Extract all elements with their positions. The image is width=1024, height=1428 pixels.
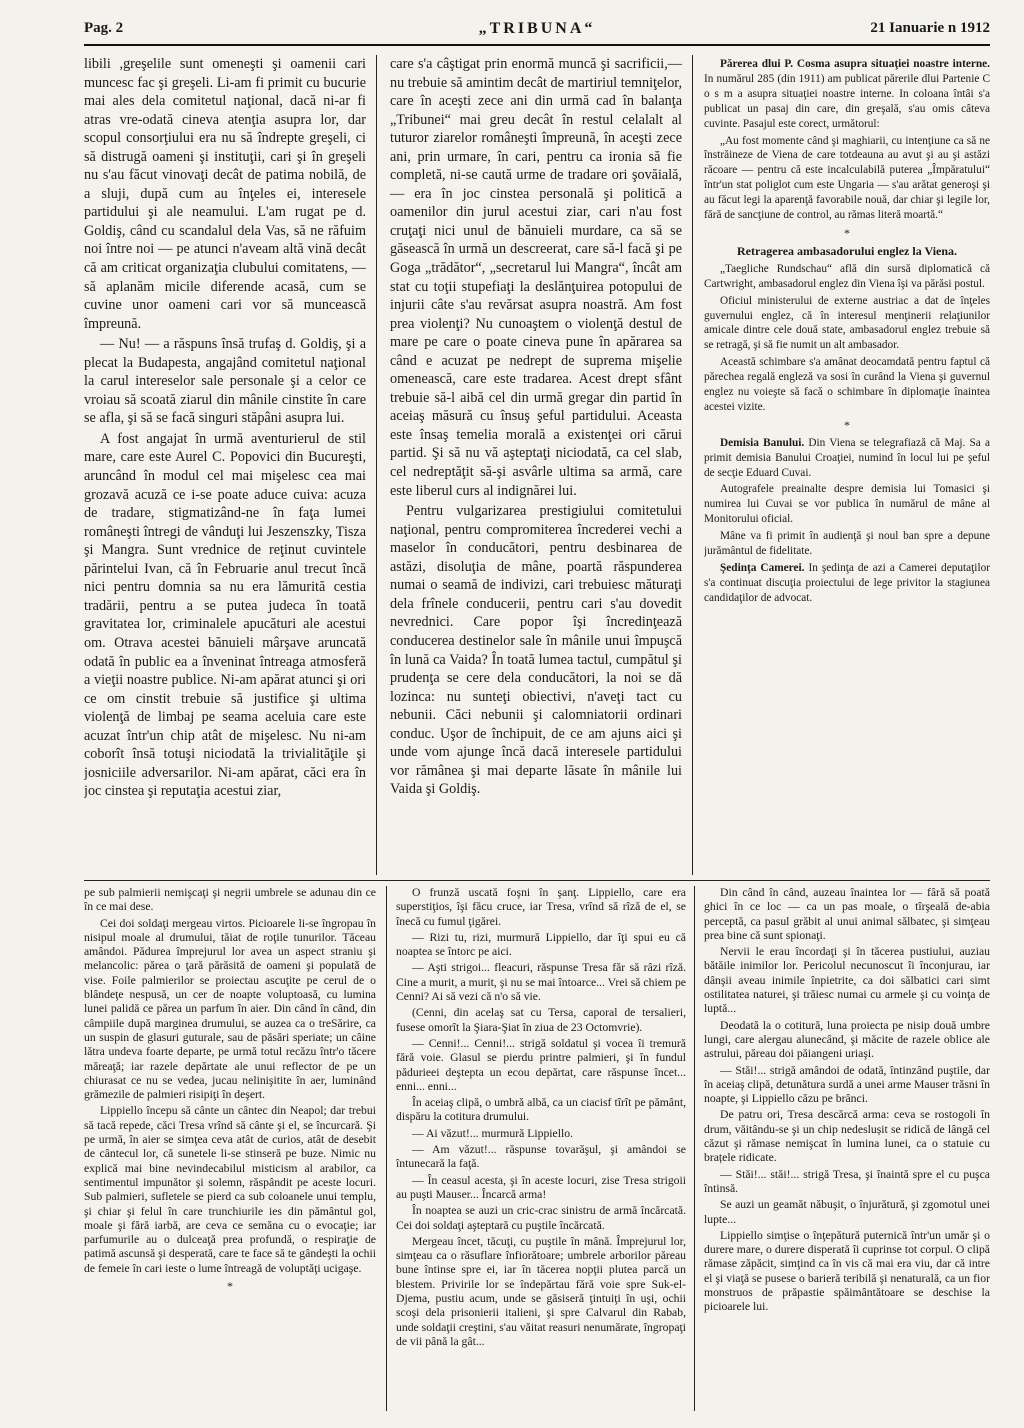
paragraph: Se auzi un geamăt năbuşit, o înjurătură, şi zgomotul unei lupte... — [704, 1198, 990, 1226]
news-text: „Taegliche Rundschau“ află din sursă diplomatică că Cartwright, ambasadorul englez din Viena îşi va părăsi postul. — [704, 262, 990, 290]
separator-star: * — [227, 1279, 233, 1294]
column-divider — [692, 55, 693, 875]
paragraph: — Cenni!... Cenni!... strigă soldatul şi vocea îi tremură fără voie. Glasul se pierdu printre palmieri, şi în fundul pădurieei deştepta un ecou depărtat, care răspunse încet... enni... enni... — [396, 1036, 686, 1093]
article-column-1 — [84, 55, 366, 875]
news-heading: Retragerea ambasadorului englez la Viena. — [736, 243, 958, 258]
page-number: Pag. 2 — [84, 20, 124, 36]
news-text: Această schimbare s'a amânat deocamdată pentru faptul că părechea regală engleză va sosi în curând la Viena şi guvernul englez nu voieşte să facă o schimbare în diplomaţie înaintea acestei vizite. — [704, 356, 990, 413]
separator-star: * — [844, 225, 850, 240]
masthead — [84, 18, 990, 46]
news-text: Din Viena se telegrafiază că Maj. Sa a primit demisia Banului Croaţiei, numind în locul lui pe şeful de secţie Eduard Cuvai. — [704, 436, 990, 479]
paragraph: — Stăi!... stăi!... strigă Tresa, şi înaintă spre el cu puşca întinsă. — [704, 1167, 990, 1195]
feuilleton-divider — [84, 880, 990, 881]
paragraph: Mergeau încet, tăcuţi, cu puştile în mână. Împrejurul lor, simţeau ca o răsuflare înfiorătoare; umbrele arborilor păreau bune întinse spre ei, iar în tăcerea nopţii plutea parcă un blestem. Privirile lor se îndepărtau fără voie spre Suk-el-Djema, pustiu acum, unde se găsiseră ţintuiţi în uşi, ochii scoşi dela prisonierii italieni, şi spre Calvarul din Rabab, unde soldaţii creştini, s'au văitat reasuri nenumărate, îngropaţi de vii până la gât... — [396, 1234, 686, 1348]
paragraph: Din când în când, auzeau înaintea lor — fâră să poată ghici în ce loc — ca un pas moale, o tîrşeală de-abia perceptă, ca pasul grăbit al unui animal sălbatec, şi simţeau prea bine că sunt spionaţi. — [704, 886, 990, 942]
newspaper-title: „TRIBUNA“ — [478, 20, 596, 37]
paragraph: Lippiello simţise o înţepătură puternică într'un umăr şi o durere mare, o durere disperată îi cuprinse tot corpul. O clipă rămase zăpăcit, simţind ca în vis că mai era viu, dar că intre el şi viaţă se pusese o barieră teribilă şi nenaturală, ca un fior monstruos de prăpastie spăimântătoare se deschise la picioarele lui. — [704, 1228, 990, 1314]
paragraph: Cei doi soldaţi mergeau virtos. Picioarele li-se îngropau în nisipul moale al drumului, tăiat de roţile tunurilor. Tăceau amândoi. Pădurea împrejurul lor avea un aspect straniu şi melancolic: părea o ţară părăsită de oameni şi populată de vise. Foile palmierilor se proiectau ascuţite pe cerul de o blândeţe nespusă, un cer de noapte voluptoasă, cu lumina lunei palidă ce părea un parfum în aier. Din când în când, din câmpiile după marginea drumului, se auzea ca o treSărire, ca un suspin de glasuri guturale, sau de păsări speriate; un câine lătra undeva foarte departe, pe urmă totul recăzu într'o tăcere măreaţă; iar razele depărtate ale unui reflector de pe un chiurasat ce nu se vedea, jucau nelinişitite în aer, luminând grămezile de palmieri risipiţi în deşert. — [84, 916, 376, 1102]
article-column-2 — [390, 55, 682, 875]
column-divider — [694, 886, 695, 1411]
paragraph: — În ceasul acesta, şi în aceste locuri, zise Tresa strigoii au puşti Mauser... Încarcă arma! — [396, 1173, 686, 1201]
paragraph: — Aşti strigoi... fleacuri, răspunse Tresa făr să râzi rîză. Cine a murit, a murit, şi nu se mai întoarce... Vrei să chiem pe Cenni? Ai să vezi că n'o să vie. — [396, 961, 686, 1004]
paragraph: O frunză uscată foşni în şanţ. Lippiello, care era superstiţios, îşi făcu cruce, iar Tresa, vrînd să rîză de el, se înecă cu fumul ţigărei. — [396, 886, 686, 928]
column-divider — [386, 886, 387, 1411]
news-heading: Şedinţa Camerei. — [720, 562, 805, 574]
news-text: Autografele preainalte despre demisia lui Tomasici şi numirea lui Cuvai se vor publica în numărul de mâne al Monitorului oficial. — [704, 483, 990, 526]
news-heading: Demisia Banului. — [720, 436, 805, 449]
paragraph: care s'a câştigat prin enormă muncă şi sacrificii,—nu trebuie să amintim decât de martiriul temniţelor, care în aceşti zece ani din urmă cad în balanţa „Tribunei“ mai greu decât în restul celalalt al tuturor ziarelor româneşti împreună, în aceşti zece ani, prin urmare, în cari, pentru ca ironia să fie completă, ni-se caută urme de tradare ori şovăială, — era în joc cinstea personală şi politică a oamenilor din jurul acestui ziar, cari n'au fost cruţaţi nici unul de bănuieli murdare, ca să se găsească în urmă un descreerat, care să-l facă şi pe Goga „trădător“, „secretarul lui Mangra“, încât am stat cu toţii stupefiaţi la deslănţuirea potopului de injurii câte s'au revărsat asupra noastră. Am fost prea violenţi? Nu cunoaştem o violenţă destul de mare pe care o poate cineva pune în apărarea sa când e acuzat pe nedrept de suprema mişelie omenească, care este tradarea. Acest drept sfânt trebuie să-l aibă cel din urmă gregar din partid în aceiaş măsură cu însuş şeful partidului. Aceasta este însaş temelia morală a existenţei ori cărui partid. Şi să nu vă aşteptaţi niciodată, ca cel slab, cel nedreptăţit să-şi asvârle ultima sa armă, care este liberul curs al indignărei lui. — [390, 56, 682, 499]
news-text: In numărul 285 (din 1911) am publicat părerile dlui Partenie C o s m a asupra situaţiei noastre interne. In coloana întâi s'a publicat un pasaj din care, din greşală, s'au omis câteva cuvinte. Pasajul este corect, următorul: — [704, 72, 990, 130]
paragraph: libili ,greşelile sunt omeneşti şi oamenii cari muncesc fac şi greşeli. Li-am fi primit cu bucurie mai ales dela comitetul naţional, dacă ni-ar fi atras vre-odată cineva atenţia asupra lor, dar scopul consorţiului era nu să îndrepte greşeli, ci să distrugă oameni şi instituţii, cari şi în greşeli nu s'au făcut vinovaţi decât de patima nobilă, de a sluji, după cum au înţeles ei, interesele partidului şi ale neamului. L'am rugat pe d. Goldiş, când cu scandalul dela Vas, să ne răfuim noi între noi — pe atunci n'aveam altă vină decât că am criticat organizaţia clubului comitatens, — să aplanăm micile diferende acasă, cum se cuvine unor oameni cari vor să muncească împreună. — [84, 56, 366, 332]
news-text: Mâne va fi primit în audienţă şi noul ban spre a depune jurământul de fidelitate. — [704, 530, 990, 558]
feuilleton-column-3 — [704, 886, 990, 1411]
paragraph: — Ai văzut!... murmură Lippiello. — [412, 1126, 573, 1140]
feuilleton-column-2 — [396, 886, 686, 1411]
paragraph: — Stăi!... strigă amândoi de odată, întinzând puştile, dar în aceiaş clipă, detunătura surdă a unei arme Mauser trăsni în noapte, şi Lippiello căzu pe brânci. — [704, 1063, 990, 1106]
paragraph: pe sub palmierii nemişcaţi şi negrii umbrele se adunau din ce în ce mai dese. — [84, 886, 376, 914]
paragraph: În noaptea se auzi un cric-crac sinistru de armă încărcată. Cei doi soldaţi aşteptară cu puştile încărcată. — [396, 1204, 686, 1232]
news-quote: „Au fost momente când şi maghiarii, cu intenţiune ca să ne înstrăineze de Viena de care totdeauna au avut şi au şi astăzi răcoare — pentru că este incalculabilă puterea „Împăratului“ într'un stat poliglot cum este Ungaria — s'au arătat generoşi şi au făcut legi la aparenţă favorabile nouă, dar chiar şi legile lor, fără de sancţiune de control, au rămas literă moartă.“ — [704, 134, 990, 222]
paragraph: — Rizi tu, rizi, murmură Lippiello, dar îţi spui eu că noaptea se întorc pe aici. — [396, 930, 686, 959]
paragraph: În aceiaş clipă, o umbră albă, ca un ciacisf tîrît pe pământ, dispăru la cotitura drumului. — [396, 1096, 686, 1124]
paragraph: Nervii le erau încordaţi şi în tăcerea pustiului, auziau bătăile inimilor lor. Pericolul necunoscut îi înconjurau, iar dânşii aveau inimile înpietrite, ca doi sălbatici cari simt ostilitatea naturei, şi trăiesc numai cu armele şi cu voinţa de luptă... — [704, 945, 990, 1016]
news-text: Oficiul ministerului de externe austriac a dat de înţeles guvernului englez, că în interesul menţinerii relaţiunilor amicale dintre cele două state, ambasadorul englez trebuie să se retragă, şi să fie numit un alt ambasador. — [704, 294, 990, 352]
news-text: In şedinţa de azi a Camerei deputaţilor s'a continuat discuţia proiectului de lege privitor la stagiunea candidaţilor de advocat. — [704, 562, 990, 604]
paragraph: A fost angajat în urmă aventurierul de stil mare, care este Aurel C. Popovici din Bucureşti, aruncând în modul cel mai mişelesc cea mai grozavă acuză ce i-se poate aduce cuiva: acuza de tradare, stigmatizând-ne în faţa lumei româneşti întregi de vânduţi lui Jeszenszky, Tisza şi Mangra. Sunt vrednice de reţinut cuvintele părintelui Ivan, că în Februarie anul trecut încă nici pentru domnia sa nu era lămurită cestia tradării, pentru a se putea judeca în toată gravitatea lor, criminalele apucături ale acestui om. Otrava acestei bănuieli mârşave aruncată odată în public ea a înveninat întreaga atmosferă a vieţii noastre publice. Ni-am apărat atunci şi ori ce om cinstit trebuie să justifice şi ultima violenţă de limbaj pe seama aceluia care este acuzat într'un chip atât de mişelesc. Nu ni-am coborît însă totuşi niciodată la trivialităţile şi josniciile adversarilor. Ni-am apărat, căci era în joc cinstea şi reputaţia acestui ziar, — [84, 430, 366, 800]
paragraph: Deodată la o cotitură, luna proiecta pe nisip două umbre lungi, care alergau alunecând, şi măcite de razele oblice ale astrului, păreau doi păiangeni uriaşi. — [704, 1018, 990, 1061]
paragraph: (Cenni, din acelaş sat cu Tersa, caporal de tersalieri, fusese omorît la Şiara-Şiat în ziua de 23 Octomvrie). — [396, 1006, 686, 1034]
news-column — [704, 57, 990, 875]
news-heading: Părerea dlui P. Cosma asupra situaţiei noastre interne. — [720, 58, 990, 70]
issue-date: 21 Ianuarie n 1912 — [870, 20, 990, 36]
paragraph: Pentru vulgarizarea prestigiului comitetului naţional, pentru compromiterea încrederei vechi a maselor în conducători, pentru desbinarea de astăzi, disoluţia de mâne, poartă răspunderea numai o seamă de indivizi, cari trebuiesc măturaţi dela frînele conducerii, pentru cari s'au dovedit nevrednici. Care popor îşi încredinţează conducerea destinelor sale în mânile unui împuşcă în lună ca Vaida? În toată lumea tactul, cumpătul şi prudenţa se cere dela conducători, la noi se dă lozinca: nu sunteţi obiectivi, n'aveţi tact cu nebunii. Căci nebunii şi calomniatorii ordinari conduc. Uşor de închipuit, de ce am ajuns aici şi unde vom ajunge încă dacă interesele partidului vor rămânea şi mai departe lăsate în mânile lui Vaida şi Goldiş. — [390, 503, 682, 798]
feuilleton-column-1 — [84, 886, 376, 1411]
paragraph: De patru ori, Tresa descărcă arma: ceva se rostogoli în drum, văitându-se şi un chip nedeslușit se ridică de lângă cel căzut şi rămase nemişcat în lumina lunei, ca o statuie cu brațele ridicate. — [704, 1108, 990, 1165]
column-divider — [376, 55, 377, 875]
paragraph: — Am văzut!... răspunse tovarăşul, şi amândoi se întunecară la faţă. — [396, 1143, 686, 1171]
paragraph: — Nu! — a răspuns însă trufaş d. Goldiş, şi a plecat la Budapesta, angajând comitetul naţional la carul intereselor sale personale şi a celor ce vroiau să scoată ziarul din mânile cinstite în care se afla, şi să se facă singuri stăpâni asupra lui. — [84, 336, 366, 427]
paragraph: Lippiello începu să cânte un cântec din Neapol; dar trebui să tacă repede, căci Tresa vrînd să cânte şi el, se încurcară. Şi pe urmă, în aier se simţea ceva atât de curios, atât de desebit de cântecul lor, că sunetele li-se stinseră pe buze. Nimic nu explică mai bine nevindecabilul misticism al arabilor, ca sentimentul impunător şi solemn, răspândit pe aceste locuri. Sub palmieri, sufletele se pierd ca sub coloanele unui templu, şi chiar şi felul în care trunchiurile ies din pământul gol, moale şi fără iarbă, are ceva ce semăna cu o evocaţie; iar parfumurile au o dulceaţă prea profundă, o respiraţie de patimă ascunsă şi desperată, care te face să te gândeşti la ochii de femeie în cari ieste o lume întreagă de voluptăţi ucigaşe. — [84, 1104, 376, 1275]
separator-star: * — [844, 417, 850, 432]
